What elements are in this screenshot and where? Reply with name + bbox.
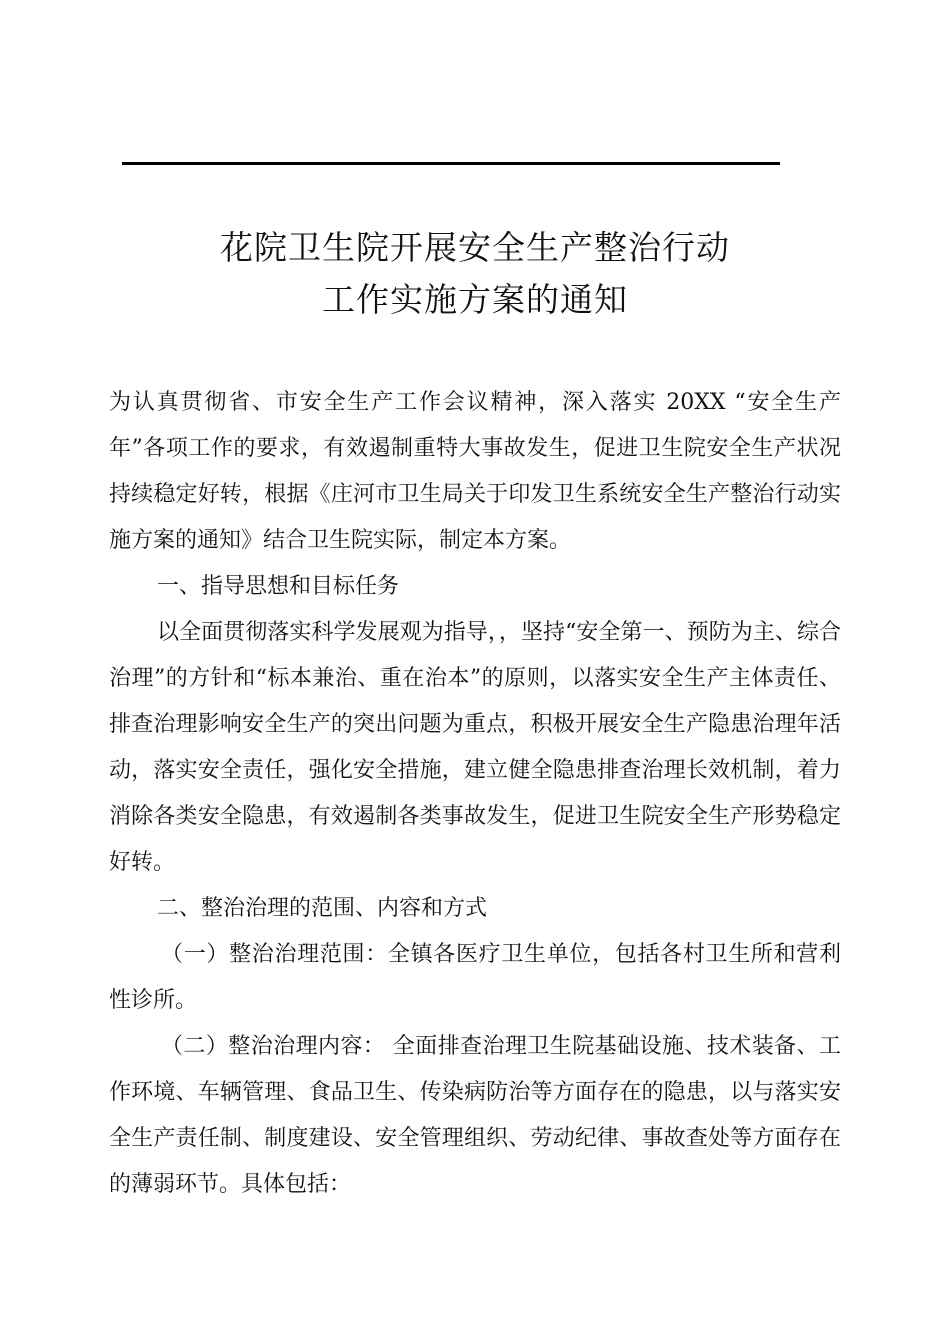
header-rule <box>122 162 780 165</box>
title-line-1: 花院卫生院开展安全生产整治行动 <box>220 228 730 267</box>
content-paragraph: （二）整治治理内容： 全面排查治理卫生院基础设施、技术装备、工作环境、车辆管理、食品卫生、传染病防治等方面存在的隐患，以与落实安全生产责任制、制度建设、安全管理组织、劳动纪律、事故查处等方面存在的薄弱环节。具体包括： <box>109 1034 841 1197</box>
section-heading-1: 一、指导思想和目标任务 <box>157 574 400 599</box>
intro-paragraph: 为认真贯彻省、市安全生产工作会议精神，深入落实 20XX “安全生产年”各项工作的要求，有效遏制重特大事故发生，促进卫生院安全生产状况持续稳定好转，根据《庄河市卫生局关于印发卫生系统安全生产整治行动实施方案的通知》结合卫生院实际，制定本方案。 <box>109 390 841 553</box>
scope-paragraph: （一）整治治理范围：全镇各医疗卫生单位，包括各村卫生所和营利性诊所。 <box>109 942 841 1013</box>
document-title <box>0 222 950 326</box>
title-line-2: 工作实施方案的通知 <box>322 280 628 319</box>
document-body <box>109 380 841 1208</box>
section-heading-2: 二、整治治理的范围、内容和方式 <box>157 896 488 921</box>
guiding-paragraph: 以全面贯彻落实科学发展观为指导，，坚持“安全第一、预防为主、综合治理”的方针和“标本兼治、重在治本”的原则，以落实安全生产主体责任、排查治理影响安全生产的突出问题为重点，积极开展安全生产隐患治理年活动，落实安全责任，强化安全措施，建立健全隐患排查治理长效机制，着力消除各类安全隐患，有效遏制各类事故发生，促进卫生院安全生产形势稳定好转。 <box>109 620 841 875</box>
